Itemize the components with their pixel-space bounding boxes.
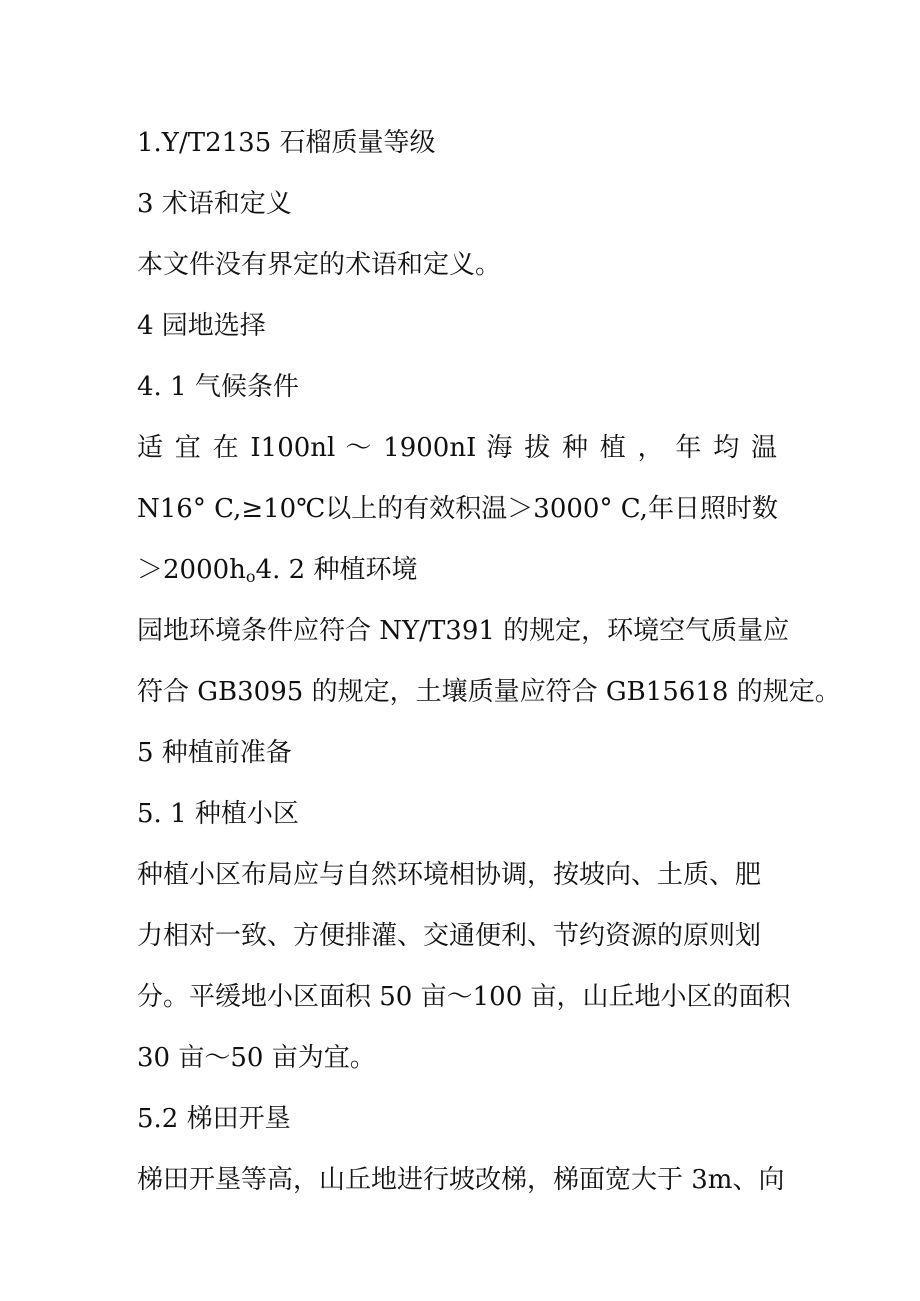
subsection-heading-environment: 4. 2 种植环境 (255, 555, 418, 585)
paragraph-terrace-line-1: 梯田开垦等高，山丘地进行坡改梯，梯面宽大于 3m、向 (137, 1165, 785, 1195)
sunshine-hours-text: ＞2000h (137, 555, 246, 585)
section-heading-terms: 3 术语和定义 (137, 189, 292, 219)
paragraph-climate-line-2: N16° C,≥10℃以上的有效积温＞3000° C,年日照时数 (137, 494, 778, 524)
subscript-mark: o (245, 567, 256, 586)
paragraph-plot-line-4: 30 亩～50 亩为宜。 (137, 1043, 376, 1073)
paragraph-environment-line-1: 园地环境条件应符合 NY/T391 的规定，环境空气质量应 (137, 616, 790, 646)
paragraph-plot-line-3: 分。平缓地小区面积 50 亩～100 亩，山丘地小区的面积 (137, 982, 791, 1012)
paragraph-climate-line-3 (137, 553, 417, 594)
paragraph-environment-line-2: 符合 GB3095 的规定，土壤质量应符合 GB15618 的规定。 (137, 677, 841, 707)
subsection-heading-planting-plot: 5. 1 种植小区 (137, 799, 299, 829)
paragraph-terms: 本文件没有界定的术语和定义。 (137, 250, 502, 280)
paragraph-plot-line-1: 种植小区布局应与自然环境相协调，按坡向、土质、肥 (137, 860, 762, 890)
subsection-heading-terrace: 5.2 梯田开垦 (137, 1104, 291, 1134)
section-heading-preparation: 5 种植前准备 (137, 738, 292, 768)
paragraph-climate-line-1: 适 宜 在 I100nl ～ 1900nI 海 拔 种 植 ， 年 均 温 (137, 433, 777, 463)
reference-standard-line: 1.Y/T2135 石榴质量等级 (137, 128, 436, 158)
subsection-heading-climate: 4. 1 气候条件 (137, 372, 299, 402)
section-heading-site-selection: 4 园地选择 (137, 311, 266, 341)
paragraph-plot-line-2: 力相对一致、方便排灌、交通便利、节约资源的原则划 (137, 921, 762, 951)
